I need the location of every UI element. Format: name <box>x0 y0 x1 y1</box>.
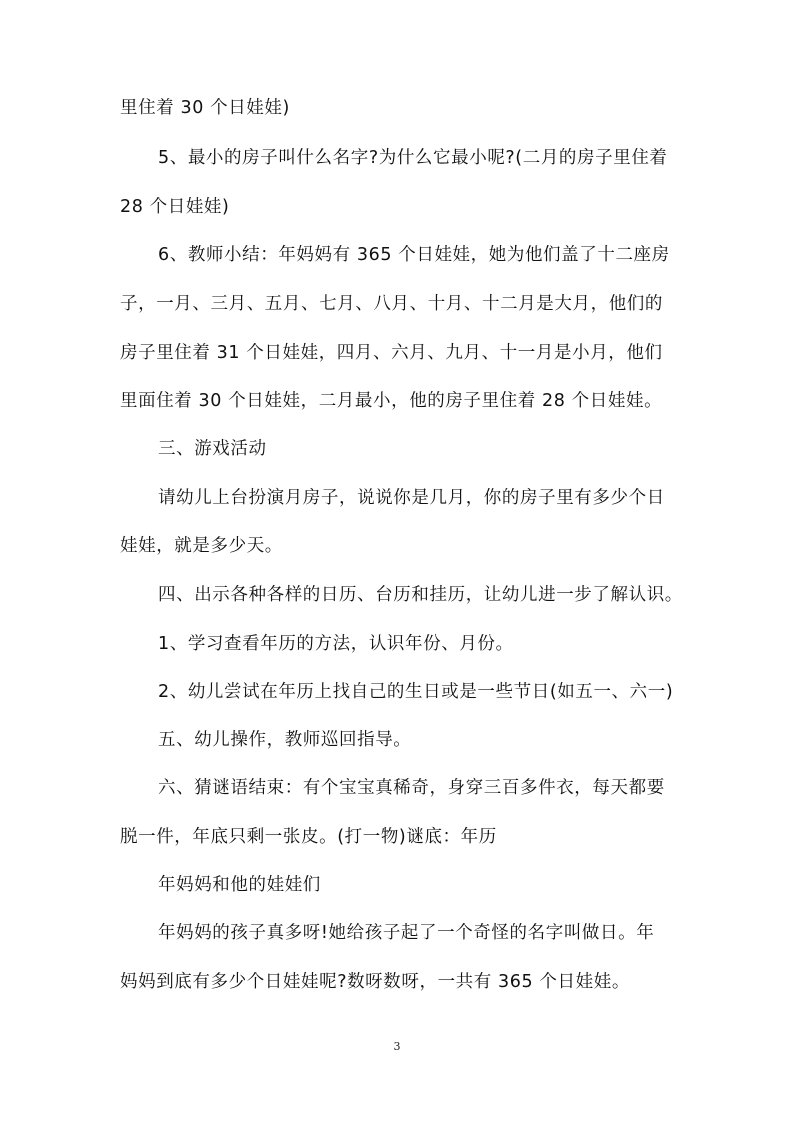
text-line: 里住着 30 个日娃娃) <box>120 98 290 118</box>
text-line: 脱一件，年底只剩一张皮。(打一物)谜底：年历 <box>120 827 497 847</box>
text-line: 2、幼儿尝试在年历上找自己的生日或是一些节日(如五一、六一) <box>158 682 674 702</box>
section-heading: 三、游戏活动 <box>158 439 267 459</box>
text-line: 里面住着 30 个日娃娃，二月最小，他的房子里住着 28 个日娃娃。 <box>120 391 663 411</box>
section-heading: 五、幼儿操作，教师巡回指导。 <box>158 730 412 750</box>
text-line: 28 个日娃娃) <box>120 197 230 217</box>
section-heading: 六、猜谜语结束：有个宝宝真稀奇，身穿三百多件衣，每天都要 <box>158 778 665 798</box>
text-line: 娃娃，就是多少天。 <box>120 536 283 556</box>
text-line: 1、学习查看年历的方法，认识年份、月份。 <box>158 634 514 654</box>
text-line: 妈妈到底有多少个日娃娃呢?数呀数呀，一共有 365 个日娃娃。 <box>120 972 630 992</box>
text-line: 6、教师小结：年妈妈有 365 个日娃娃，她为他们盖了十二座房 <box>158 245 670 265</box>
text-line: 请幼儿上台扮演月房子，说说你是几月，你的房子里有多少个日 <box>158 488 665 508</box>
section-heading: 四、出示各种各样的日历、台历和挂历，让幼儿进一步了解认识。 <box>158 585 683 605</box>
text-line: 5、最小的房子叫什么名字?为什么它最小呢?(二月的房子里住着 <box>158 148 668 168</box>
text-line: 年妈妈的孩子真多呀!她给孩子起了一个奇怪的名字叫做日。年 <box>158 923 655 943</box>
text-line: 子，一月、三月、五月、七月、八月、十月、十二月是大月，他们的 <box>120 294 663 314</box>
page-number: 3 <box>393 1040 401 1053</box>
text-line: 房子里住着 31 个日娃娃，四月、六月、九月、十一月是小月，他们 <box>120 343 663 363</box>
story-title: 年妈妈和他的娃娃们 <box>158 875 321 895</box>
